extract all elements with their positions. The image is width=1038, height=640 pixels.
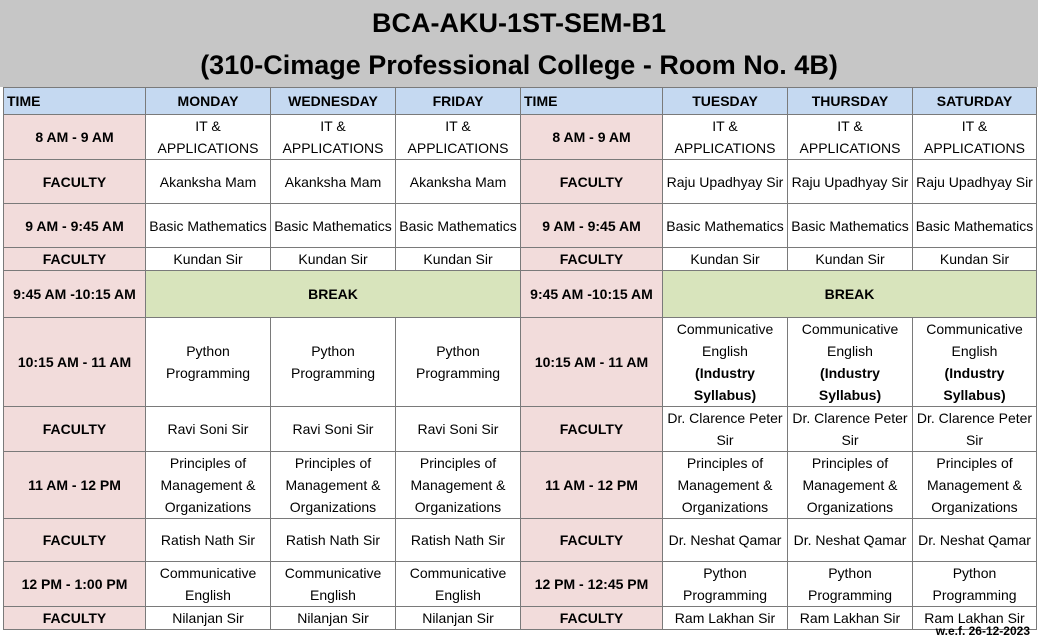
time-slot-cell: 12 PM - 12:45 PM xyxy=(521,562,663,607)
header-row xyxy=(4,88,1037,115)
subject-cell: Raju Upadhyay Sir xyxy=(788,160,913,204)
table-row xyxy=(4,160,1037,204)
subject-cell: Ratish Nath Sir xyxy=(271,519,396,562)
break-cell: BREAK xyxy=(146,271,521,318)
subject-cell xyxy=(913,318,1037,407)
subject-note: (Industry Syllabus) xyxy=(818,365,882,403)
subject-cell: Ram Lakhan Sir xyxy=(788,607,913,630)
subject-cell: Basic Mathematics xyxy=(271,204,396,248)
subject-note: (Industry Syllabus) xyxy=(693,365,757,403)
subject-cell: Dr. Neshat Qamar xyxy=(788,519,913,562)
subject-cell: Basic Mathematics xyxy=(663,204,788,248)
subject-cell: Kundan Sir xyxy=(788,248,913,271)
time-slot-cell: FACULTY xyxy=(4,519,146,562)
table-row xyxy=(4,204,1037,248)
subject-cell: Basic Mathematics xyxy=(788,204,913,248)
subject-cell: Dr. Clarence Peter Sir xyxy=(663,407,788,452)
subject-cell: Principles of Management & Organizations xyxy=(663,452,788,519)
table-row xyxy=(4,562,1037,607)
table-row xyxy=(4,271,1037,318)
time-slot-cell: 8 AM - 9 AM xyxy=(521,115,663,160)
table-row xyxy=(4,407,1037,452)
subject-name: Communicative English xyxy=(676,321,774,359)
subject-cell xyxy=(663,318,788,407)
subject-cell: Kundan Sir xyxy=(146,248,271,271)
subject-cell: Principles of Management & Organizations xyxy=(396,452,521,519)
header-day: MONDAY xyxy=(146,88,271,115)
timetable-subtitle: (310-Cimage Professional College - Room No. 4B) xyxy=(200,50,838,80)
time-slot-cell: FACULTY xyxy=(521,519,663,562)
table-row xyxy=(4,607,1037,630)
table-row xyxy=(4,248,1037,271)
subject-cell: Basic Mathematics xyxy=(913,204,1037,248)
subject-cell: Akanksha Mam xyxy=(396,160,521,204)
subject-cell: Kundan Sir xyxy=(396,248,521,271)
subject-cell: Kundan Sir xyxy=(913,248,1037,271)
subject-name: Communicative English xyxy=(801,321,899,359)
subject-cell: Principles of Management & Organizations xyxy=(271,452,396,519)
time-slot-cell: 10:15 AM - 11 AM xyxy=(521,318,663,407)
subject-cell: Kundan Sir xyxy=(663,248,788,271)
subject-cell: Basic Mathematics xyxy=(146,204,271,248)
subject-cell: Communicative English xyxy=(396,562,521,607)
time-slot-cell: FACULTY xyxy=(521,607,663,630)
subject-cell: Principles of Management & Organizations xyxy=(788,452,913,519)
subject-cell: Ratish Nath Sir xyxy=(396,519,521,562)
table-row xyxy=(4,115,1037,160)
subject-cell: Ravi Soni Sir xyxy=(146,407,271,452)
subject-cell: Raju Upadhyay Sir xyxy=(663,160,788,204)
subject-cell: Python Programming xyxy=(663,562,788,607)
subject-cell: Akanksha Mam xyxy=(146,160,271,204)
subject-cell xyxy=(788,318,913,407)
subject-cell: Kundan Sir xyxy=(271,248,396,271)
subject-cell: Ram Lakhan Sir xyxy=(913,607,1037,630)
header-day: SATURDAY xyxy=(913,88,1037,115)
header-day: FRIDAY xyxy=(396,88,521,115)
table-row xyxy=(4,452,1037,519)
subject-cell: Ratish Nath Sir xyxy=(146,519,271,562)
time-slot-cell: FACULTY xyxy=(4,248,146,271)
subject-cell: IT & APPLICATIONS xyxy=(663,115,788,160)
time-slot-cell: FACULTY xyxy=(4,160,146,204)
subject-cell: Communicative English xyxy=(271,562,396,607)
time-slot-cell: 11 AM - 12 PM xyxy=(4,452,146,519)
timetable-title: BCA-AKU-1ST-SEM-B1 xyxy=(371,8,666,38)
time-slot-cell: FACULTY xyxy=(4,407,146,452)
effective-date: w.e.f. 26-12-2023 xyxy=(935,624,1030,638)
time-slot-cell: 8 AM - 9 AM xyxy=(4,115,146,160)
subject-cell: Dr. Neshat Qamar xyxy=(663,519,788,562)
subject-cell: Nilanjan Sir xyxy=(396,607,521,630)
subject-cell: Ravi Soni Sir xyxy=(396,407,521,452)
table-row xyxy=(4,318,1037,407)
header-day: WEDNESDAY xyxy=(271,88,396,115)
subject-cell: IT & APPLICATIONS xyxy=(913,115,1037,160)
time-slot-cell: FACULTY xyxy=(521,407,663,452)
subject-name: Communicative English xyxy=(926,321,1023,359)
subject-cell: IT & APPLICATIONS xyxy=(146,115,271,160)
subject-cell: IT & APPLICATIONS xyxy=(396,115,521,160)
subject-note: (Industry Syllabus) xyxy=(943,365,1006,403)
header-time: TIME xyxy=(4,88,146,115)
time-slot-cell: 9 AM - 9:45 AM xyxy=(521,204,663,248)
header-day: THURSDAY xyxy=(788,88,913,115)
subject-cell: Raju Upadhyay Sir xyxy=(913,160,1037,204)
time-slot-cell: FACULTY xyxy=(521,160,663,204)
subject-cell: Python Programming xyxy=(146,318,271,407)
time-slot-cell: 9:45 AM -10:15 AM xyxy=(521,271,663,318)
subject-cell: Dr. Clarence Peter Sir xyxy=(788,407,913,452)
subject-cell: Python Programming xyxy=(396,318,521,407)
subject-cell: Python Programming xyxy=(913,562,1037,607)
break-cell: BREAK xyxy=(663,271,1037,318)
subject-cell: Basic Mathematics xyxy=(396,204,521,248)
subject-cell: IT & APPLICATIONS xyxy=(788,115,913,160)
subject-cell: Communicative English xyxy=(146,562,271,607)
subject-cell: Principles of Management & Organizations xyxy=(146,452,271,519)
subject-cell: Principles of Management & Organizations xyxy=(913,452,1037,519)
timetable xyxy=(3,87,1037,630)
subject-cell: Python Programming xyxy=(271,318,396,407)
time-slot-cell: 11 AM - 12 PM xyxy=(521,452,663,519)
subject-cell: Dr. Neshat Qamar xyxy=(913,519,1037,562)
subject-cell: Ram Lakhan Sir xyxy=(663,607,788,630)
table-row xyxy=(4,519,1037,562)
time-slot-cell: FACULTY xyxy=(4,607,146,630)
time-slot-cell: 9:45 AM -10:15 AM xyxy=(4,271,146,318)
time-slot-cell: FACULTY xyxy=(521,248,663,271)
header-time: TIME xyxy=(521,88,663,115)
time-slot-cell: 9 AM - 9:45 AM xyxy=(4,204,146,248)
subject-cell: Akanksha Mam xyxy=(271,160,396,204)
header-day: TUESDAY xyxy=(663,88,788,115)
subject-cell: Nilanjan Sir xyxy=(271,607,396,630)
subject-cell: Dr. Clarence Peter Sir xyxy=(913,407,1037,452)
title-block xyxy=(0,0,1038,87)
time-slot-cell: 10:15 AM - 11 AM xyxy=(4,318,146,407)
subject-cell: IT & APPLICATIONS xyxy=(271,115,396,160)
subject-cell: Nilanjan Sir xyxy=(146,607,271,630)
subject-cell: Python Programming xyxy=(788,562,913,607)
time-slot-cell: 12 PM - 1:00 PM xyxy=(4,562,146,607)
subject-cell: Ravi Soni Sir xyxy=(271,407,396,452)
